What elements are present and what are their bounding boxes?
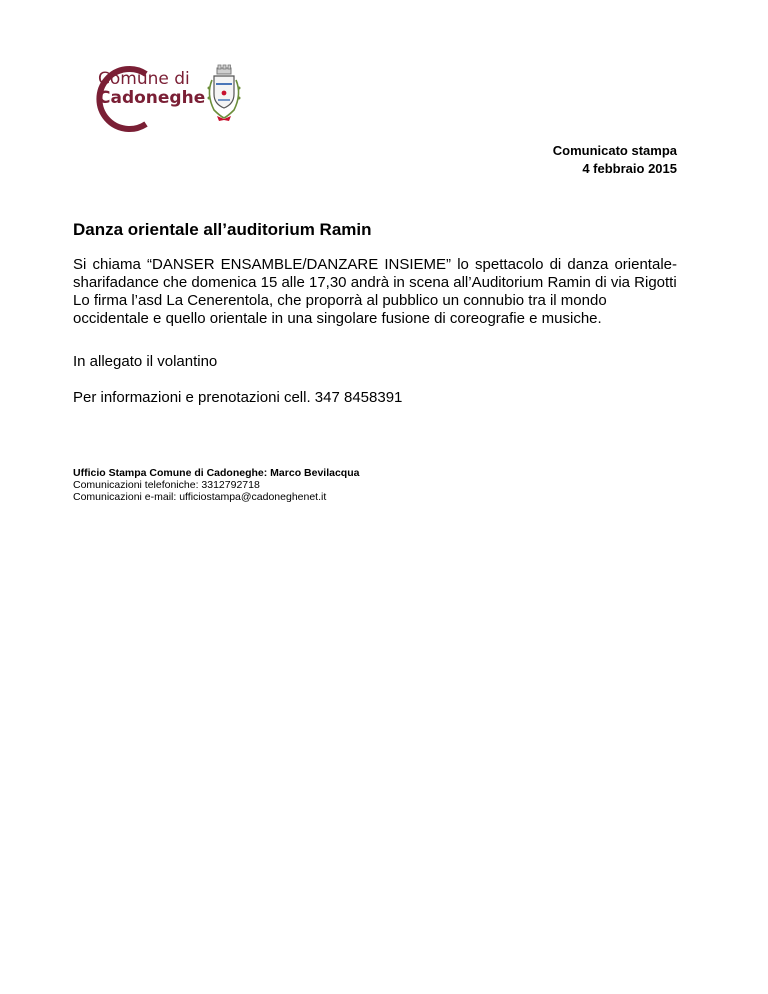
logo-line-cadoneghe: Cadoneghe <box>98 88 206 108</box>
article-paragraph-2: Lo firma l’asd La Cenerentola, che proporrà al pubblico un connubio tra il mondo occidentale e quello orientale in una singolare fusione di coreografie e musiche. <box>73 292 607 327</box>
press-office-phone: Comunicazioni telefoniche: 3312792718 <box>73 479 260 491</box>
contact-info: Per informazioni e prenotazioni cell. 347 8458391 <box>73 389 403 406</box>
municipality-logo <box>88 64 248 134</box>
logo-text <box>98 71 205 107</box>
document-type: Comunicato stampa <box>552 143 677 158</box>
logo-line-comune: Comune di <box>98 69 190 89</box>
press-release-header <box>553 142 677 178</box>
coat-of-arms-icon <box>204 64 244 124</box>
press-office-email: Comunicazioni e-mail: ufficiostampa@cadoneghenet.it <box>73 491 327 503</box>
press-office-footer <box>73 467 359 503</box>
article-title: Danza orientale all’auditorium Ramin <box>73 220 372 239</box>
article-body <box>73 256 677 328</box>
press-office-name: Ufficio Stampa Comune di Cadoneghe: Marco Bevilacqua <box>73 467 360 479</box>
release-date: 4 febbraio 2015 <box>582 161 677 176</box>
article-paragraph-1: Si chiama “DANSER ENSAMBLE/DANZARE INSIEME” lo spettacolo di danza orientale-sharifadance che domenica 15 alle 17,30 andrà in scena all’Auditorium Ramin di via Rigotti <box>73 256 677 291</box>
attachment-note: In allegato il volantino <box>73 353 218 370</box>
